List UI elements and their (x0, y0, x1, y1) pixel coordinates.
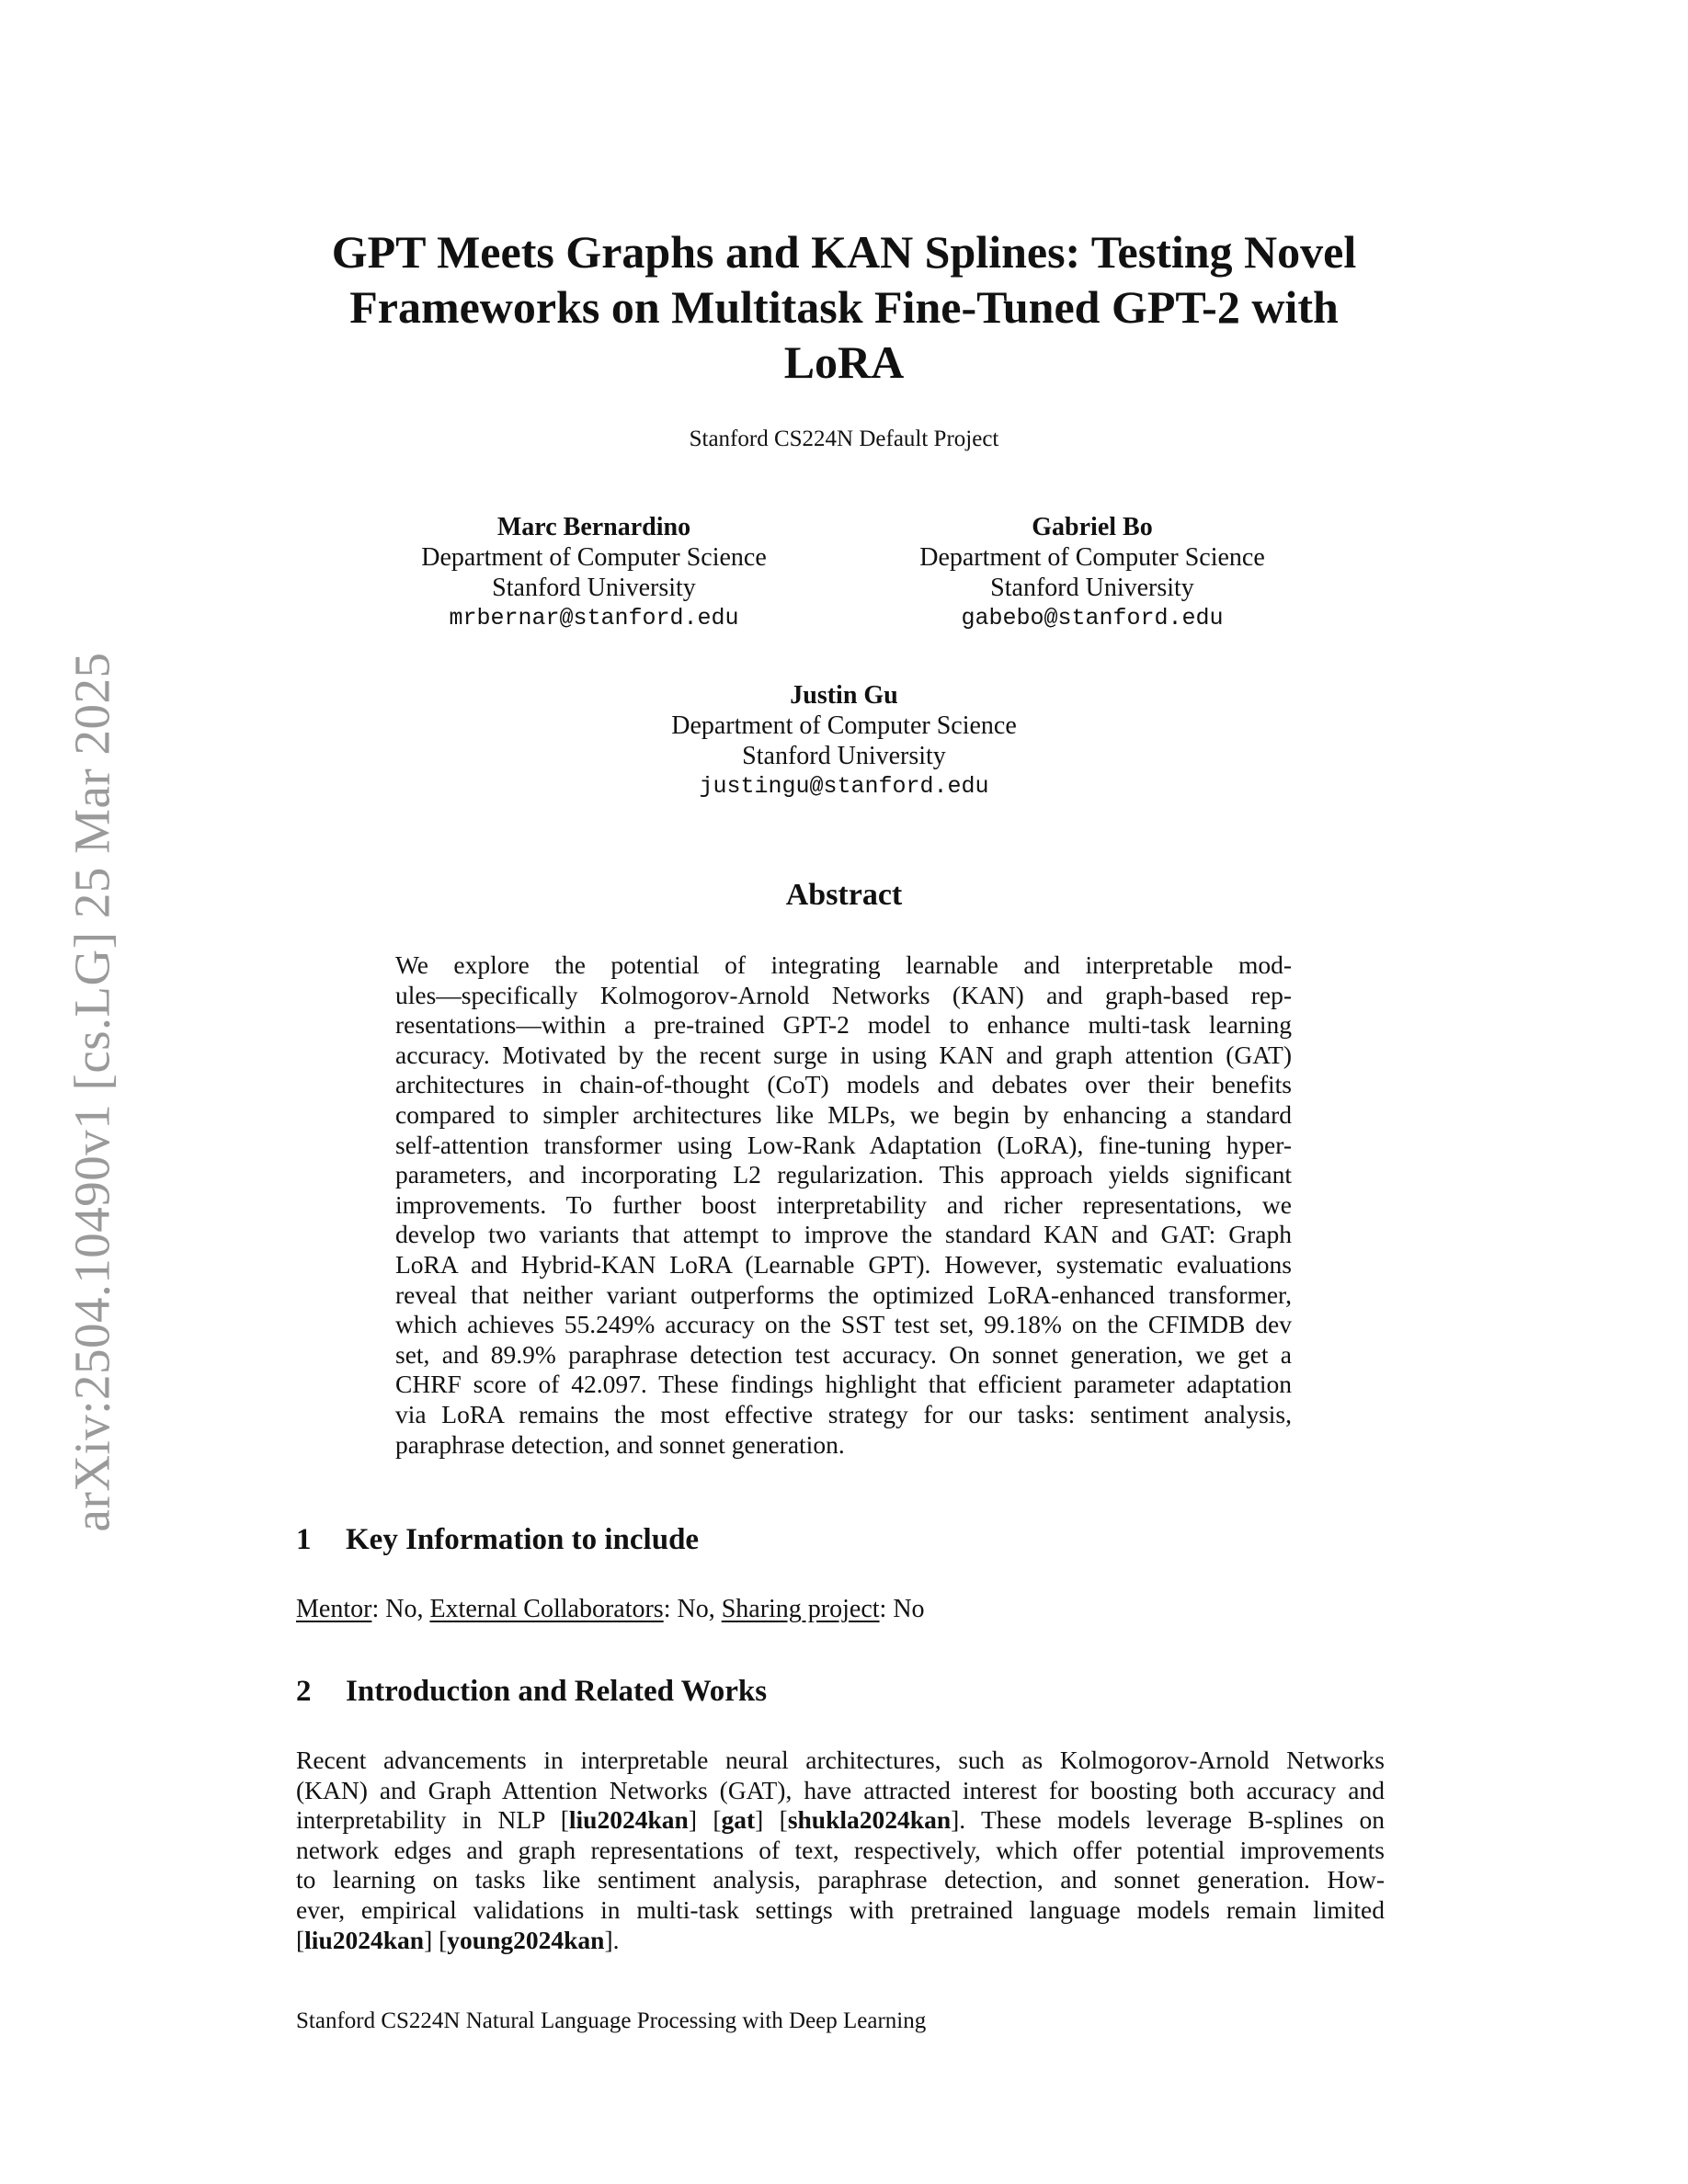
abstract-line: compared to simpler architectures like MLPs, we begin by enhancing a standard (395, 1099, 1292, 1129)
paragraph-line: Recent advancements in interpretable neural architectures, such as Kolmogorov-Arnold Networks (296, 1746, 1385, 1774)
text-run: ] [ (755, 1805, 788, 1835)
abstract-line: reveal that neither variant outperforms the optimized LoRA-enhanced transformer, (395, 1280, 1292, 1309)
section-number: 1 (296, 1523, 312, 1556)
abstract-line: ules—specifically Kolmogorov-Arnold Networks (KAN) and graph-based rep- (395, 980, 1292, 1009)
sharing-project-label: Sharing project (721, 1595, 880, 1623)
abstract-line: via LoRA remains the most effective strategy for our tasks: sentiment analysis, (395, 1399, 1292, 1428)
key-information-line (296, 1595, 925, 1624)
author-university: Stanford University (492, 574, 696, 602)
author-department: Department of Computer Science (421, 543, 767, 572)
abstract-line: set, and 89.9% paraphrase detection test accuracy. On sonnet generation, we get a (395, 1339, 1292, 1369)
author-block (587, 680, 1101, 802)
abstract-line: accuracy. Motivated by the recent surge in using KAN and graph attention (GAT) (395, 1040, 1292, 1069)
text-run: ]. These models leverage B-splines on (951, 1805, 1385, 1835)
text-run: [ (296, 1925, 305, 1954)
section-heading-key-information (296, 1523, 699, 1557)
mentor-value: : No, (371, 1595, 430, 1623)
title-line: LoRA (783, 336, 905, 388)
abstract-line: which achieves 55.249% accuracy on the SST test set, 99.18% on the CFIMDB dev (395, 1310, 1292, 1339)
paragraph-line: ever, empirical validations in multi-task settings with pretrained language models remain limited (296, 1894, 1385, 1924)
abstract-line: improvements. To further boost interpretability and richer representations, we (395, 1189, 1292, 1219)
mentor-label: Mentor (296, 1595, 372, 1623)
title-line: Frameworks on Multitask Fine-Tuned GPT-2 with (349, 281, 1339, 333)
author-name: Gabriel Bo (1032, 513, 1153, 541)
citation-key: shukla2024kan (787, 1805, 952, 1835)
title-line: GPT Meets Graphs and KAN Splines: Testing Novel (331, 226, 1357, 278)
abstract-line: parameters, and incorporating L2 regularization. This approach yields significant (395, 1160, 1292, 1189)
abstract-text (395, 950, 1292, 1460)
abstract-line: resentations—within a pre-trained GPT-2 model to enhance multi-task learning (395, 1010, 1292, 1040)
author-university: Stanford University (742, 742, 946, 770)
author-email: justingu@stanford.edu (699, 773, 989, 800)
external-collaborators-label: External Collaborators (429, 1595, 664, 1623)
paper-title (276, 224, 1412, 390)
text-run: ] [ (424, 1925, 448, 1954)
project-subtitle: Stanford CS224N Default Project (689, 427, 999, 451)
abstract-line: architectures in chain-of-thought (CoT) models and debates over their benefits (395, 1070, 1292, 1099)
arxiv-identifier-stamp: arXiv:2504.10490v1 [cs.LG] 25 Mar 2025 (63, 652, 120, 1532)
abstract-line: self-attention transformer using Low-Rank Adaptation (LoRA), fine-tuning hyper- (395, 1130, 1292, 1159)
author-name: Marc Bernardino (496, 513, 691, 541)
text-run: ] [ (688, 1805, 722, 1835)
author-department: Department of Computer Science (919, 543, 1265, 572)
page-footer: Stanford CS224N Natural Language Processing with Deep Learning (296, 2008, 927, 2033)
paragraph-line: network edges and graph representations of text, respectively, which offer potential improvements (296, 1835, 1385, 1864)
paragraph-line: (KAN) and Graph Attention Networks (GAT), have attracted interest for boosting both accuracy and (296, 1775, 1385, 1804)
abstract-line: develop two variants that attempt to improve the standard KAN and GAT: Graph (395, 1220, 1292, 1249)
author-name: Justin Gu (790, 681, 898, 710)
paragraph-line (296, 1805, 1385, 1836)
citation-key: liu2024kan (304, 1925, 425, 1954)
section-number: 2 (296, 1675, 312, 1708)
paragraph-line (296, 1926, 1385, 1956)
section-heading-introduction (296, 1675, 767, 1709)
abstract-line: CHRF score of 42.097. These findings highlight that efficient parameter adaptation (395, 1370, 1292, 1399)
author-department: Department of Computer Science (671, 711, 1017, 740)
text-run: interpretability in NLP [ (296, 1805, 569, 1835)
author-email: gabebo@stanford.edu (961, 605, 1224, 631)
paragraph-line: to learning on tasks like sentiment analysis, paraphrase detection, and sonnet generation. How- (296, 1865, 1385, 1894)
abstract-line: LoRA and Hybrid-KAN LoRA (Learnable GPT). However, systematic evaluations (395, 1249, 1292, 1279)
abstract-line: paraphrase detection, and sonnet generation. (395, 1429, 845, 1459)
section-title: Introduction and Related Works (346, 1675, 768, 1708)
author-block (336, 512, 851, 633)
citation-key: gat (721, 1805, 756, 1835)
introduction-paragraph (296, 1746, 1385, 1955)
external-collaborators-value: : No, (663, 1595, 722, 1623)
author-university: Stanford University (990, 574, 1194, 602)
abstract-line: We explore the potential of integrating learnable and interpretable mod- (395, 950, 1292, 979)
section-title: Key Information to include (346, 1523, 700, 1556)
author-email: mrbernar@stanford.edu (449, 605, 739, 631)
author-block (835, 512, 1350, 633)
sharing-project-value: : No (879, 1595, 925, 1623)
citation-key: young2024kan (447, 1925, 605, 1954)
citation-key: liu2024kan (568, 1805, 689, 1835)
abstract-heading: Abstract (785, 878, 903, 912)
text-run: ]. (604, 1925, 620, 1954)
